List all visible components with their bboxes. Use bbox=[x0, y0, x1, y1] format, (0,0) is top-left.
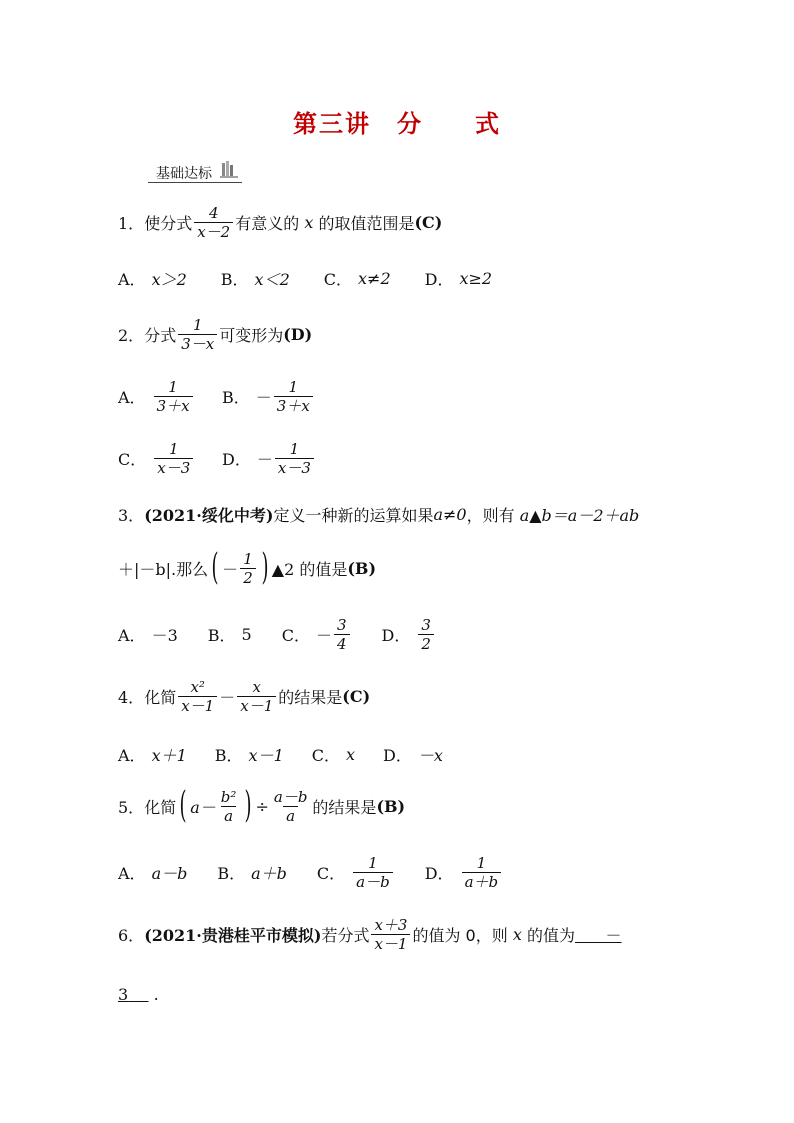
q2-options-row1 bbox=[118, 376, 349, 416]
q4-answer: (C) bbox=[342, 686, 371, 706]
books-icon bbox=[220, 160, 238, 185]
page-title: 第三讲 分 式 bbox=[293, 110, 501, 138]
q4-option-c: C． x bbox=[311, 744, 356, 765]
q2-answer: (D) bbox=[283, 324, 313, 344]
q1-fraction: $\frac{4}{x-2}$ bbox=[194, 204, 233, 241]
q1-option-a: A． x＞2 bbox=[118, 269, 187, 289]
q4-options bbox=[118, 734, 477, 774]
question-5: 5． 化简 ( a－ $\frac{\text{b²}}{a}$ ) ÷ $\frac{a-b}{a}$ 的结果是 (B) bbox=[118, 785, 406, 826]
q2-fraction: $\frac{1}{3-x}$ bbox=[178, 316, 217, 353]
q4-option-a: A． x＋1 bbox=[118, 745, 187, 765]
question-1: 1． 使分式 $\frac{4}{x-2}$ 有意义的 x 的取值范围是 (C) bbox=[118, 203, 443, 241]
q3-option-d: D． $\frac{3}{2}$ bbox=[382, 616, 436, 653]
q3-option-c: C． － $\frac{3}{4}$ bbox=[282, 616, 352, 653]
q5-option-d: D． $\frac{1}{a+b}$ bbox=[425, 854, 503, 891]
section-label bbox=[148, 160, 242, 183]
q2-option-d: D． － $\frac{1}{x-3}$ bbox=[222, 440, 316, 477]
q4-option-b: B． x－1 bbox=[214, 745, 284, 765]
q5-options bbox=[118, 852, 537, 892]
q1-options bbox=[118, 258, 526, 298]
q5-option-b: B． a＋b bbox=[217, 863, 287, 883]
q4-option-d: D． －x bbox=[383, 745, 443, 765]
q3-answer: (B) bbox=[347, 558, 377, 578]
q1-option-d: D． x≥2 bbox=[424, 268, 493, 289]
q1-answer: (C) bbox=[414, 212, 443, 232]
section-label-text: 基础达标 bbox=[156, 166, 212, 182]
q2-option-c: C． $\frac{1}{x-3}$ bbox=[118, 440, 188, 477]
q1-option-c: C． x≠2 bbox=[323, 268, 391, 289]
q6-answer-blank-1: － bbox=[605, 925, 622, 945]
q5-option-a: A． a－b bbox=[118, 863, 188, 883]
question-4: 4． 化简 $\frac{\text{x²}}{x-1}$ － $\frac{x}{x-1}$ 的结果是 (C) bbox=[118, 677, 371, 715]
q3-option-b: B． 5 bbox=[207, 624, 252, 645]
question-6: 6． (2021·贵港桂平市模拟) 若分式 $\frac{x+3}{x-1}$ 的值为 0，则 x 的值为 － bbox=[118, 915, 622, 953]
q2-option-a: A． $\frac{1}{3+x}$ bbox=[118, 378, 188, 415]
question-2: 2． 分式 $\frac{1}{3-x}$ 可变形为 (D) bbox=[118, 315, 313, 353]
q6-answer-blank-2: 3 bbox=[118, 984, 129, 1004]
q2-option-b: B． － $\frac{1}{3+x}$ bbox=[222, 378, 315, 415]
q3-options bbox=[118, 614, 470, 654]
q5-answer: (B) bbox=[376, 796, 406, 816]
q3-option-a: A． －3 bbox=[118, 625, 178, 645]
q2-options-row2 bbox=[118, 438, 350, 478]
question-3-line2: ＋|－b|.那么 ( － $\frac{1}{2}$ ) ▲2 的值是 (B) bbox=[118, 547, 377, 588]
q5-option-c: C． $\frac{1}{a-b}$ bbox=[317, 854, 395, 891]
q1-option-b: B． x＜2 bbox=[220, 269, 290, 289]
question-6-line2: 3 . bbox=[118, 984, 159, 1004]
question-3: 3． (2021·绥化中考) 定义一种新的运算如果 a≠0 ，则有 a▲b＝a－2＋ab bbox=[118, 504, 640, 525]
